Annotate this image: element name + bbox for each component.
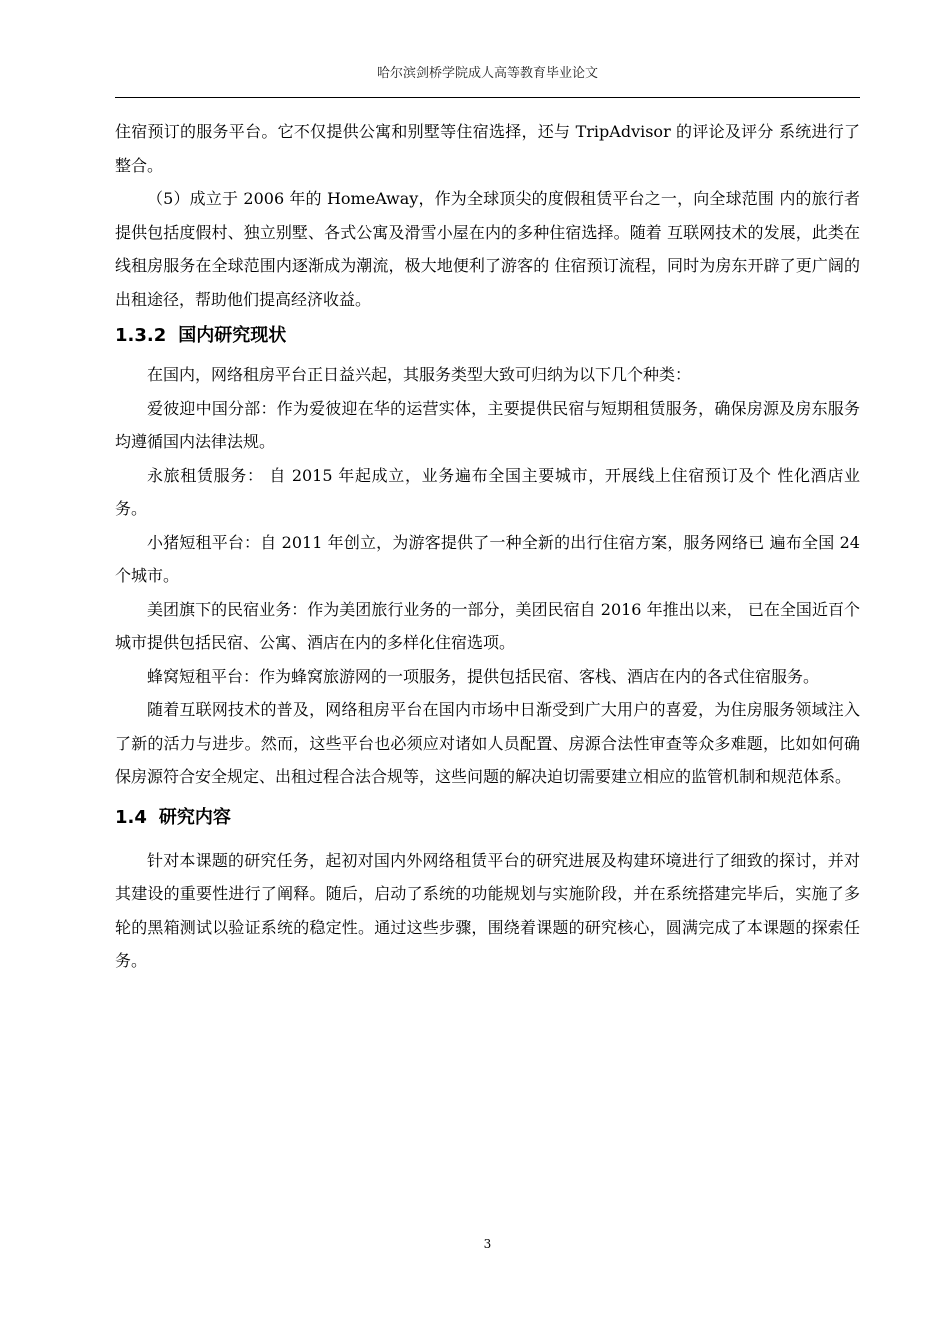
section-heading-1-4 [115,798,860,838]
paragraph-research-content: 针对本课题的研究任务，起初对国内外网络租赁平台的研究进展及构建环境进行了细致的探讨，并对其建设的重要性进行了阐释。随后，启动了系统的功能规划与实施阶段，并在系统搭建完毕后，实施了多轮的黑箱测试以验证系统的稳定性。通过这些步骤，围绕着课题的研究核心，圆满完成了本课题的探索任务。 [115,850,860,970]
paragraph-intro-continued: 住宿预订的服务平台。它不仅提供公寓和别墅等住宿选择，还与 TripAdvisor 的评论及评分 系统进行了整合。 [115,122,860,175]
section-number: 1.4 [115,806,147,828]
section-title: 国内研究现状 [178,325,287,346]
header-rule [115,97,860,98]
paragraph-meituan: 美团旗下的民宿业务：作为美团旅行业务的一部分，美团民宿自 2016 年推出以来， 已在全国近百个城市提供包括民宿、公寓、酒店在内的多样化住宿选项。 [115,599,860,652]
paragraph-homeaway: （5）成立于 2006 年的 HomeAway，作为全球顶尖的度假租赁平台之一，向全球范围 内的旅行者提供包括度假村、独立别墅、各式公寓及滑雪小屋在内的多种住宿选择。随着 互联网技术的发展，此类在线租房服务在全球范围内逐渐成为潮流，极大地便利了游客的 住宿预订流程，同时为房东开辟了更广阔的出租途径，帮助他们提高经济收益。 [115,189,860,309]
paragraph-mafengwo: 蜂窝短租平台：作为蜂窝旅游网的一项服务，提供包括民宿、客栈、酒店在内的各式住宿服务。 [147,666,820,686]
page-header: 哈尔滨剑桥学院成人高等教育毕业论文 [376,66,598,81]
section-title: 研究内容 [158,806,231,828]
section-number: 1.3.2 [115,325,167,346]
paragraph-summary: 随着互联网技术的普及，网络租房平台在国内市场中日渐受到广大用户的喜爱，为住房服务领域注入了新的活力与进步。然而，这些平台也必须应对诸如人员配置、房源合法性审查等众多难题，比如如何确保房源符合安全规定、出租过程合法合规等，这些问题的解决迫切需要建立相应的监管机制和规范体系。 [115,700,860,786]
paragraph-yonglv: 永旅租赁服务： 自 2015 年起成立，业务遍布全国主要城市，开展线上住宿预订及个 性化酒店业务。 [115,465,860,518]
paragraph-airbnb-china: 爱彼迎中国分部：作为爱彼迎在华的运营实体，主要提供民宿与短期租赁服务，确保房源及房东服务均遵循国内法律法规。 [115,398,860,451]
paragraph-xiaozhu: 小猪短租平台：自 2011 年创立，为游客提供了一种全新的出行住宿方案，服务网络已 遍布全国 24 个城市。 [115,532,860,585]
section-heading-1-3-2 [115,316,860,356]
page-number: 3 [483,1237,492,1251]
page-body [115,115,860,978]
paragraph-domestic-intro: 在国内，网络租房平台正日益兴起，其服务类型大致可归纳为以下几个种类： [147,365,692,384]
